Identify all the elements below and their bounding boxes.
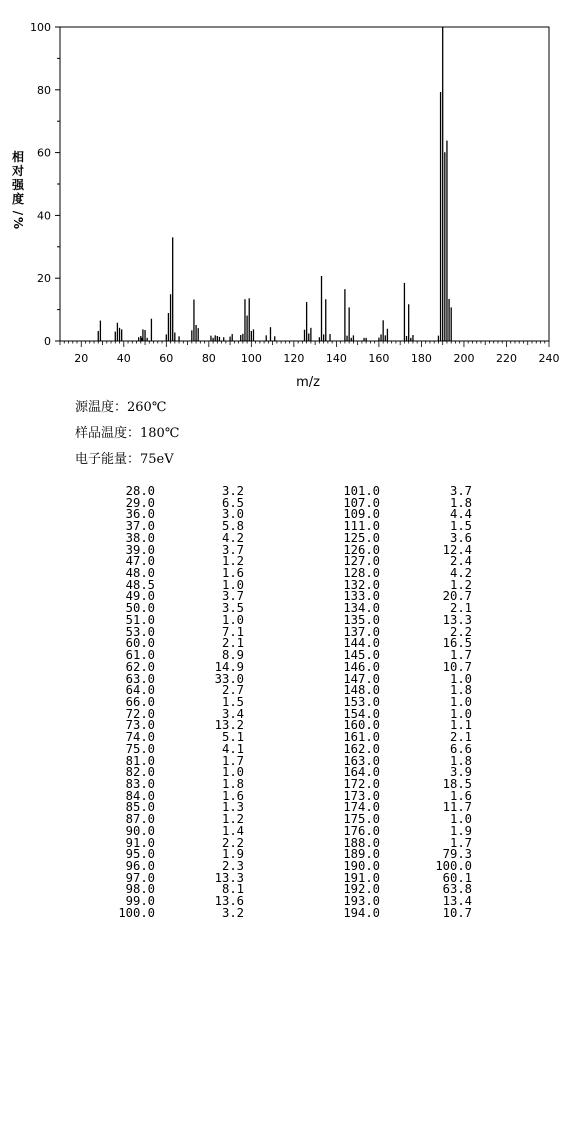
table-row	[0, 849, 570, 861]
mz-cell: 81.0	[125, 753, 155, 768]
electron-energy: 电子能量：75eV	[75, 452, 174, 467]
x-tick-label: 180	[410, 352, 432, 365]
intensity-cell: 1.8	[449, 683, 472, 698]
mz-cell: 127.0	[343, 554, 380, 569]
y-label-char: 强	[11, 178, 25, 192]
intensity-cell: 1.0	[221, 765, 244, 780]
intensity-cell: 16.5	[442, 636, 472, 651]
y-axis-label	[11, 149, 25, 229]
intensity-cell: 7.1	[221, 624, 244, 639]
intensity-cell: 3.4	[221, 706, 244, 721]
intensity-cell: 60.1	[442, 870, 472, 885]
mz-cell: 90.0	[125, 823, 155, 838]
table-row	[0, 650, 570, 662]
intensity-cell: 3.5	[221, 601, 244, 616]
mz-cell: 96.0	[125, 859, 155, 873]
table-row	[0, 671, 570, 686]
mz-cell: 192.0	[343, 882, 380, 897]
y-tick-label: 60	[37, 146, 51, 160]
sample-temperature: 样品温度：180℃	[75, 426, 180, 441]
table-row	[0, 905, 570, 920]
x-tick-label: 120	[283, 352, 305, 365]
table-row	[0, 521, 570, 533]
table-row	[0, 530, 570, 545]
intensity-cell: 8.9	[221, 648, 244, 663]
spectrum-peaks	[98, 27, 451, 341]
mz-cell: 48.5	[125, 577, 155, 592]
mz-cell: 174.0	[343, 800, 380, 815]
mz-cell: 126.0	[343, 542, 380, 557]
mz-cell: 62.0	[125, 659, 155, 674]
mz-cell: 38.0	[125, 530, 155, 545]
mz-cell: 173.0	[343, 788, 380, 803]
plot-frame	[60, 27, 549, 341]
mz-cell: 148.0	[343, 683, 380, 698]
y-axis	[30, 21, 60, 348]
table-row	[0, 591, 570, 603]
mz-cell: 128.0	[343, 566, 380, 581]
mz-cell: 146.0	[343, 659, 380, 674]
mz-cell: 193.0	[343, 894, 380, 909]
intensity-cell: 1.7	[449, 835, 472, 850]
mz-cell: 29.0	[125, 495, 155, 510]
intensity-cell: 1.0	[449, 671, 472, 686]
table-row	[0, 568, 570, 580]
mz-cell: 176.0	[343, 823, 380, 838]
mz-cell: 39.0	[125, 542, 155, 557]
x-tick-label: 80	[201, 352, 216, 365]
intensity-cell: 6.6	[449, 741, 472, 756]
x-tick-label: 160	[368, 352, 390, 365]
mz-cell: 154.0	[343, 706, 380, 721]
intensity-cell: 1.9	[449, 823, 472, 838]
mz-cell: 191.0	[343, 870, 380, 885]
intensity-cell: 1.0	[221, 577, 244, 592]
intensity-cell: 1.9	[221, 847, 244, 862]
intensity-cell: 14.9	[214, 659, 244, 674]
mz-cell: 175.0	[343, 812, 380, 827]
intensity-cell: 1.7	[449, 648, 472, 663]
intensity-cell: 13.3	[442, 612, 472, 627]
plot-border	[60, 27, 549, 341]
intensity-cell: 1.3	[221, 800, 244, 815]
x-tick-label: 140	[325, 352, 347, 365]
intensity-cell: 5.8	[221, 519, 244, 534]
source-temperature: 源温度：260℃	[75, 400, 167, 415]
table-row	[0, 556, 570, 568]
intensity-cell: 3.6	[449, 530, 472, 545]
mz-cell: 74.0	[125, 730, 155, 745]
mz-cell: 188.0	[343, 835, 380, 850]
mz-cell: 75.0	[125, 741, 155, 756]
intensity-cell: 8.1	[221, 882, 244, 897]
mz-cell: 98.0	[125, 882, 155, 897]
table-row	[0, 767, 570, 779]
table-row	[0, 685, 570, 697]
mz-cell: 160.0	[343, 718, 380, 733]
x-tick-label: 60	[159, 352, 174, 365]
mz-cell: 87.0	[125, 812, 155, 827]
intensity-cell: 1.2	[221, 554, 244, 569]
table-row	[0, 741, 570, 756]
mz-cell: 28.0	[125, 484, 155, 498]
x-tick-label: 20	[74, 352, 89, 365]
intensity-cell: 10.7	[442, 905, 472, 920]
y-label-char: /	[11, 210, 25, 216]
intensity-cell: 18.5	[442, 776, 472, 791]
table-row	[0, 624, 570, 639]
table-row	[0, 486, 570, 498]
y-tick-label: 80	[37, 83, 51, 97]
mz-cell: 145.0	[343, 648, 380, 663]
mz-cell: 51.0	[125, 612, 155, 627]
intensity-cell: 33.0	[214, 671, 244, 686]
table-row	[0, 603, 570, 615]
mz-cell: 164.0	[343, 765, 380, 780]
intensity-cell: 2.1	[449, 601, 472, 616]
intensity-cell: 2.4	[449, 554, 472, 569]
table-row	[0, 542, 570, 557]
intensity-cell: 20.7	[442, 589, 472, 604]
table-row	[0, 884, 570, 896]
intensity-cell: 4.4	[449, 507, 472, 522]
y-label-char: 度	[11, 192, 25, 206]
mz-cell: 47.0	[125, 554, 155, 569]
intensity-cell: 3.7	[449, 484, 472, 498]
intensity-cell: 3.2	[221, 484, 244, 498]
mz-cell: 66.0	[125, 694, 155, 709]
table-row	[0, 776, 570, 791]
mz-cell: 91.0	[125, 835, 155, 850]
mz-cell: 82.0	[125, 765, 155, 780]
intensity-cell: 1.0	[449, 812, 472, 827]
intensity-cell: 13.2	[214, 718, 244, 733]
mz-cell: 95.0	[125, 847, 155, 862]
mass-spectrum-chart	[0, 0, 570, 400]
mz-cell: 64.0	[125, 683, 155, 698]
table-row	[0, 612, 570, 627]
mz-cell: 137.0	[343, 624, 380, 639]
intensity-cell: 1.2	[449, 577, 472, 592]
x-axis-label: m/z	[296, 375, 320, 390]
intensity-cell: 3.0	[221, 507, 244, 522]
intensity-cell: 4.2	[221, 530, 244, 545]
mz-cell: 163.0	[343, 753, 380, 768]
intensity-cell: 1.8	[449, 753, 472, 768]
mz-cell: 72.0	[125, 706, 155, 721]
intensity-cell: 1.0	[449, 694, 472, 709]
mz-cell: 111.0	[343, 519, 380, 534]
intensity-cell: 1.0	[221, 612, 244, 627]
mz-cell: 83.0	[125, 776, 155, 791]
mz-cell: 60.0	[125, 636, 155, 651]
x-axis	[60, 341, 560, 365]
intensity-cell: 1.5	[221, 694, 244, 709]
intensity-cell: 11.7	[442, 800, 472, 815]
intensity-cell: 63.8	[442, 882, 472, 897]
table-row	[0, 577, 570, 592]
mz-cell: 100.0	[118, 905, 155, 920]
intensity-cell: 3.9	[449, 765, 472, 780]
mz-cell: 107.0	[343, 495, 380, 510]
mz-cell: 63.0	[125, 671, 155, 686]
intensity-cell: 3.2	[221, 905, 244, 920]
mz-cell: 147.0	[343, 671, 380, 686]
table-row	[0, 732, 570, 744]
mz-cell: 85.0	[125, 800, 155, 815]
intensity-cell: 2.2	[449, 624, 472, 639]
y-label-char: 相	[11, 150, 25, 164]
intensity-cell: 1.4	[221, 823, 244, 838]
table-row	[0, 753, 570, 768]
mz-cell: 132.0	[343, 577, 380, 592]
mz-cell: 109.0	[343, 507, 380, 522]
mz-cell: 84.0	[125, 788, 155, 803]
intensity-cell: 1.6	[449, 788, 472, 803]
intensity-cell: 1.8	[449, 495, 472, 510]
table-row	[0, 638, 570, 650]
mz-cell: 189.0	[343, 847, 380, 862]
table-row	[0, 706, 570, 721]
mz-cell: 194.0	[343, 905, 380, 920]
mz-cell: 37.0	[125, 519, 155, 534]
table-row	[0, 823, 570, 838]
mz-cell: 190.0	[343, 859, 380, 873]
mz-cell: 161.0	[343, 730, 380, 745]
table-row	[0, 509, 570, 521]
mz-cell: 97.0	[125, 870, 155, 885]
table-row	[0, 814, 570, 826]
x-tick-label: 200	[453, 352, 475, 365]
intensity-cell: 1.7	[221, 753, 244, 768]
y-tick-label: 40	[37, 209, 51, 223]
mz-cell: 101.0	[343, 484, 380, 498]
mz-cell: 172.0	[343, 776, 380, 791]
mz-cell: 133.0	[343, 589, 380, 604]
y-tick-label: 20	[37, 272, 51, 286]
table-row	[0, 835, 570, 850]
intensity-cell: 13.3	[214, 870, 244, 885]
table-row	[0, 659, 570, 674]
y-label-char: 对	[11, 164, 25, 178]
table-row	[0, 861, 570, 873]
x-tick-label: 40	[116, 352, 131, 365]
intensity-cell: 1.6	[221, 788, 244, 803]
x-tick-label: 220	[495, 352, 517, 365]
y-tick-label: 100	[30, 21, 51, 34]
mz-cell: 61.0	[125, 648, 155, 663]
mz-cell: 135.0	[343, 612, 380, 627]
y-label-char: %	[11, 216, 25, 230]
table-row	[0, 896, 570, 908]
intensity-cell: 6.5	[221, 495, 244, 510]
intensity-cell: 1.5	[449, 519, 472, 534]
intensity-cell: 4.1	[221, 741, 244, 756]
intensity-cell: 1.2	[221, 812, 244, 827]
intensity-cell: 3.7	[221, 589, 244, 604]
intensity-cell: 5.1	[221, 730, 244, 745]
intensity-cell: 2.1	[221, 636, 244, 651]
intensity-cell: 100.0	[435, 859, 472, 873]
mz-cell: 48.0	[125, 566, 155, 581]
intensity-cell: 10.7	[442, 659, 472, 674]
intensity-cell: 13.4	[442, 894, 472, 909]
table-row	[0, 788, 570, 803]
mz-cell: 73.0	[125, 718, 155, 733]
intensity-cell: 1.8	[221, 776, 244, 791]
peak-table	[0, 486, 570, 920]
y-tick-label: 0	[44, 335, 51, 348]
table-row	[0, 720, 570, 732]
x-tick-label: 100	[240, 352, 262, 365]
mz-cell: 50.0	[125, 601, 155, 616]
intensity-cell: 1.6	[221, 566, 244, 581]
intensity-cell: 4.2	[449, 566, 472, 581]
intensity-cell: 3.7	[221, 542, 244, 557]
intensity-cell: 2.2	[221, 835, 244, 850]
intensity-cell: 1.1	[449, 718, 472, 733]
mz-cell: 49.0	[125, 589, 155, 604]
mz-cell: 53.0	[125, 624, 155, 639]
table-row	[0, 870, 570, 885]
intensity-cell: 13.6	[214, 894, 244, 909]
mz-cell: 125.0	[343, 530, 380, 545]
mz-cell: 99.0	[125, 894, 155, 909]
mz-cell: 153.0	[343, 694, 380, 709]
intensity-cell: 2.3	[221, 859, 244, 873]
intensity-cell: 1.0	[449, 706, 472, 721]
intensity-cell: 2.1	[449, 730, 472, 745]
intensity-cell: 2.7	[221, 683, 244, 698]
intensity-cell: 79.3	[442, 847, 472, 862]
table-row	[0, 694, 570, 709]
mz-cell: 144.0	[343, 636, 380, 651]
table-row	[0, 495, 570, 510]
mz-cell: 36.0	[125, 507, 155, 522]
x-tick-label: 240	[538, 352, 560, 365]
mz-cell: 134.0	[343, 601, 380, 616]
mz-cell: 162.0	[343, 741, 380, 756]
intensity-cell: 12.4	[442, 542, 472, 557]
table-row	[0, 802, 570, 814]
